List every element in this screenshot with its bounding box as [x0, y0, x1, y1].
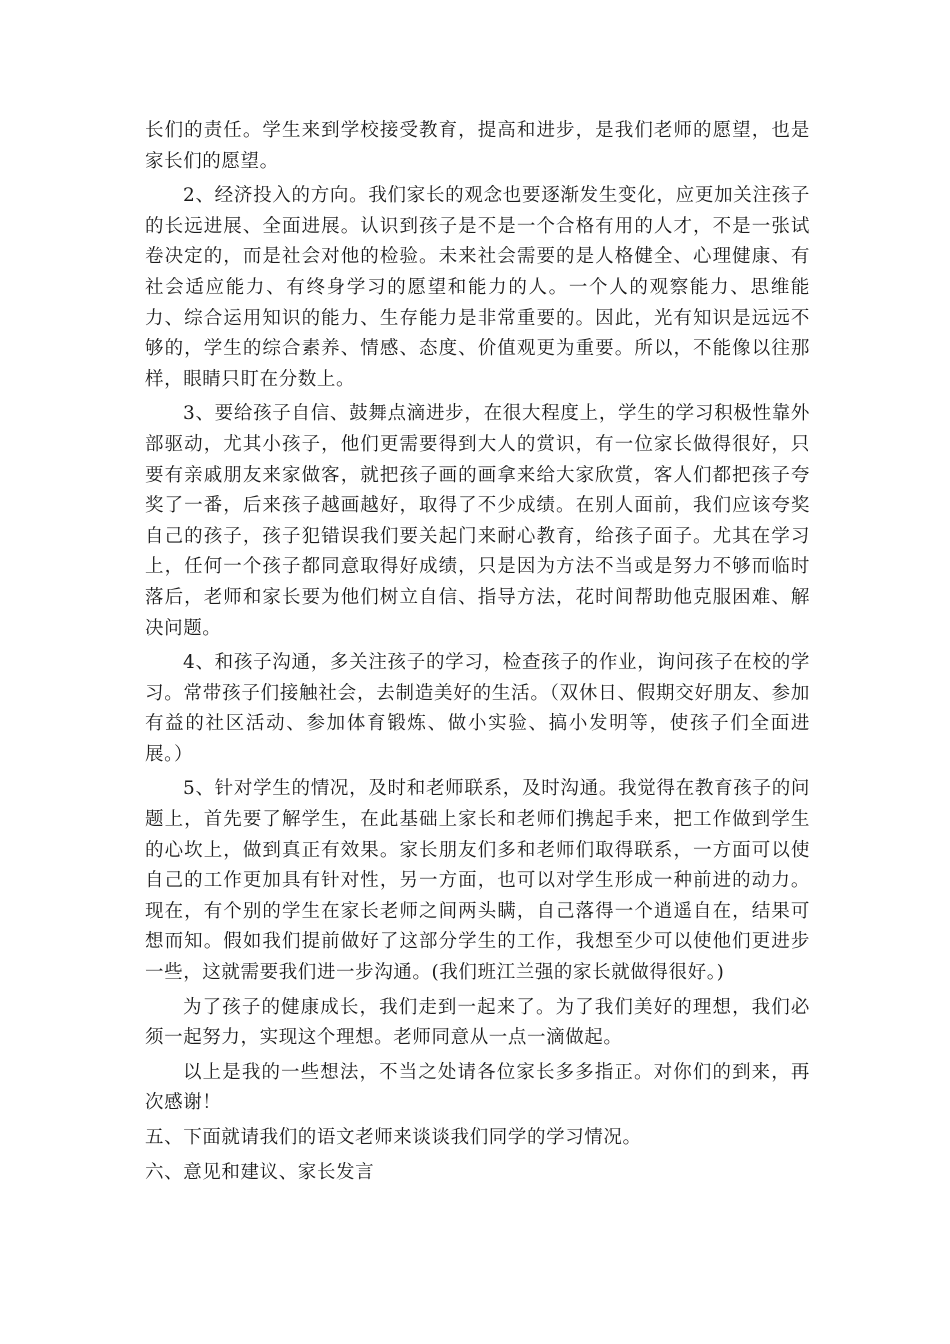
paragraph-continuation: 长们的责任。学生来到学校接受教育，提高和进步，是我们老师的愿望，也是家长们的愿望。 — [145, 120, 810, 172]
paragraph-contact-teachers: 5、针对学生的情况，及时和老师联系，及时沟通。我觉得在教育孩子的问题上，首先要了解学生，在此基础上家长和老师们携起手来，把工作做到学生的心坎上，做到真正有效果。家长朋友们多和老师们取得联系，一方面可以使自己的工作更加具有针对性，另一方面，也可以对学生形成一种前进的动力。现在，有个别的学生在家长老师之间两头瞒，自己落得一个逍遥自在，结果可想而知。假如我们提前做好了这部分学生的工作，我想至少可以使他们更进步一些，这就需要我们进一步沟通。(我们班江兰强的家长就做得很好。) — [145, 778, 810, 984]
paragraph-together: 为了孩子的健康成长，我们走到一起来了。为了我们美好的理想，我们必须一起努力，实现这个理想。老师同意从一点一滴做起。 — [145, 996, 810, 1049]
paragraph-economic-investment: 2、经济投入的方向。我们家长的观念也要逐渐发生变化，应更加关注孩子的长远进展、全面进展。认识到孩子是不是一个合格有用的人才，不是一张试卷决定的，而是社会对他的检验。未来社会需要的是人格健全、心理健康、有社会适应能力、有终身学习的愿望和能力的人。一个人的观察能力、思维能力、综合运用知识的能力、生存能力是非常重要的。因此，光有知识是远远不够的，学生的综合素养、情感、态度、价值观更为重要。所以，不能像以往那样，眼睛只盯在分数上。 — [145, 185, 810, 390]
paragraph-communication: 4、和孩子沟通，多关注孩子的学习，检查孩子的作业，询问孩子在校的学习。常带孩子们接触社会，去制造美好的生活。（双休日、假期交好朋友、参加有益的社区活动、参加体育锻炼、做小实验、搞小发明等，使孩子们全面进展。） — [145, 652, 810, 765]
section-heading-six: 六、意见和建议、家长发言 — [145, 1161, 375, 1183]
paragraph-confidence-encouragement: 3、要给孩子自信、鼓舞点滴进步，在很大程度上，学生的学习积极性靠外部驱动，尤其小孩子，他们更需要得到大人的赏识，有一位家长做得很好，只要有亲戚朋友来家做客，就把孩子画的画拿来给大家欣赏，客人们都把孩子夸奖了一番，后来孩子越画越好，取得了不少成绩。在别人面前，我们应该夸奖自己的孩子，孩子犯错误我们要关起门来耐心教育，给孩子面子。尤其在学习上，任何一个孩子都同意取得好成绩，只是因为方法不当或是努力不够而临时落后，老师和家长要为他们树立自信、指导方法，花时间帮助他克服困难、解决问题。 — [145, 403, 810, 639]
section-heading-five: 五、下面就请我们的语文老师来谈谈我们同学的学习情况。 — [145, 1127, 642, 1148]
document-page — [145, 116, 810, 1188]
paragraph-thanks: 以上是我的一些想法，不当之处请各位家长多多指正。对你们的到来，再次感谢！ — [145, 1061, 810, 1114]
